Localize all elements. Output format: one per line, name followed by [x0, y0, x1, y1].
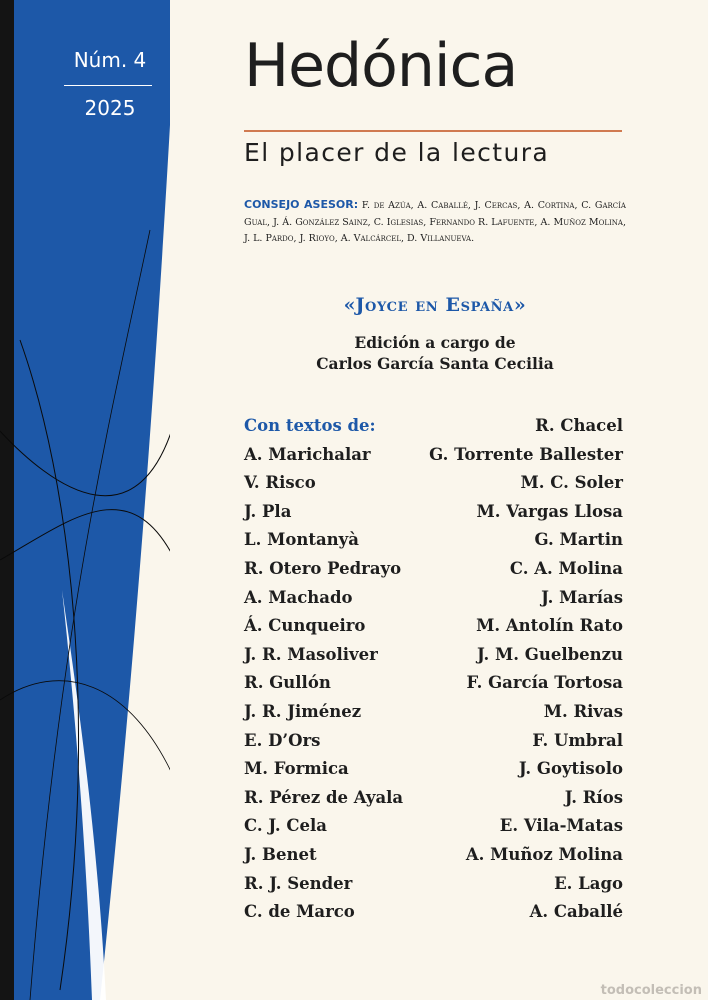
contributor-name: J. Benet [244, 844, 317, 864]
contributors-right-column [429, 412, 623, 927]
contributor-name: A. Machado [244, 587, 353, 607]
contributor-name: M. Vargas Llosa [476, 501, 623, 521]
contributor-name: M. C. Soler [520, 473, 623, 493]
contributors-left-column [244, 412, 403, 927]
magazine-title: Hedónica [244, 31, 518, 101]
contributor-name: R. J. Sender [244, 873, 353, 893]
contributor-name: C. de Marco [244, 902, 355, 922]
contributor-name: R. Gullón [244, 673, 331, 693]
contributor-name: J. Marías [541, 587, 623, 607]
contributor-name: E. Vila-Matas [499, 816, 623, 836]
contributor-name: J. Pla [244, 501, 292, 521]
contributor-name: Á. Cunqueiro [244, 616, 366, 636]
issue-number: Núm. 4 [73, 48, 147, 72]
contributor-name: G. Martin [534, 530, 623, 550]
advisory-board [244, 197, 626, 248]
contributor-name: J. M. Guelbenzu [476, 644, 623, 664]
magazine-tagline: El placer de la lectura [244, 138, 550, 167]
contributor-name: M. Rivas [543, 701, 623, 721]
contributor-name: J. R. Jiménez [244, 701, 362, 721]
issue-divider [64, 85, 152, 86]
contributor-name: E. D’Ors [244, 730, 321, 750]
spine-graphic [0, 0, 170, 1000]
contributor-name: G. Torrente Ballester [429, 444, 623, 464]
contributor-name: C. A. Molina [509, 558, 623, 578]
contributor-name: C. J. Cela [244, 816, 327, 836]
title-rule [244, 130, 622, 132]
contributor-name: V. Risco [244, 473, 316, 493]
editor-credit-line: Edición a cargo de [354, 333, 516, 352]
contributor-name: F. Umbral [532, 730, 623, 750]
issue-year: 2025 [84, 96, 136, 120]
watermark-text: todocoleccion [600, 983, 702, 998]
cover-spine [0, 0, 170, 1000]
contributor-name: A. Marichalar [244, 444, 371, 464]
editor-name: Carlos García Santa Cecilia [316, 354, 554, 373]
advisory-board-members: F. de Azúa, A. Caballé, J. Cercas, A. Cortina, C. García Gual, J. Á. González Sainz, C. Iglesias, Fernando R. Lafuente, A. Muñoz Molina, J. L. Pardo, J. Rioyo, A. Valcárcel, D. Villanueva. [244, 200, 626, 244]
contributor-name: A. Muñoz Molina [465, 844, 623, 864]
contributor-name: J. Goytisolo [518, 759, 623, 779]
issue-theme-title: «Joyce en España» [343, 294, 527, 316]
contributor-name: R. Chacel [535, 416, 623, 435]
contributor-name: F. García Tortosa [466, 673, 623, 693]
contributor-name: A. Caballé [529, 902, 623, 922]
contributor-name: L. Montanyà [244, 530, 359, 550]
contributor-name: M. Formica [244, 759, 349, 779]
contributor-name: J. R. Masoliver [244, 644, 378, 664]
contributor-name: R. Pérez de Ayala [244, 787, 404, 807]
contributor-name: M. Antolín Rato [476, 616, 623, 636]
contributor-name: J. Ríos [564, 787, 623, 807]
contributor-name: E. Lago [554, 873, 623, 893]
advisory-board-label: CONSEJO ASESOR: [244, 198, 359, 211]
contributor-name: R. Otero Pedrayo [244, 558, 402, 578]
contributors-heading: Con textos de: [244, 416, 376, 435]
